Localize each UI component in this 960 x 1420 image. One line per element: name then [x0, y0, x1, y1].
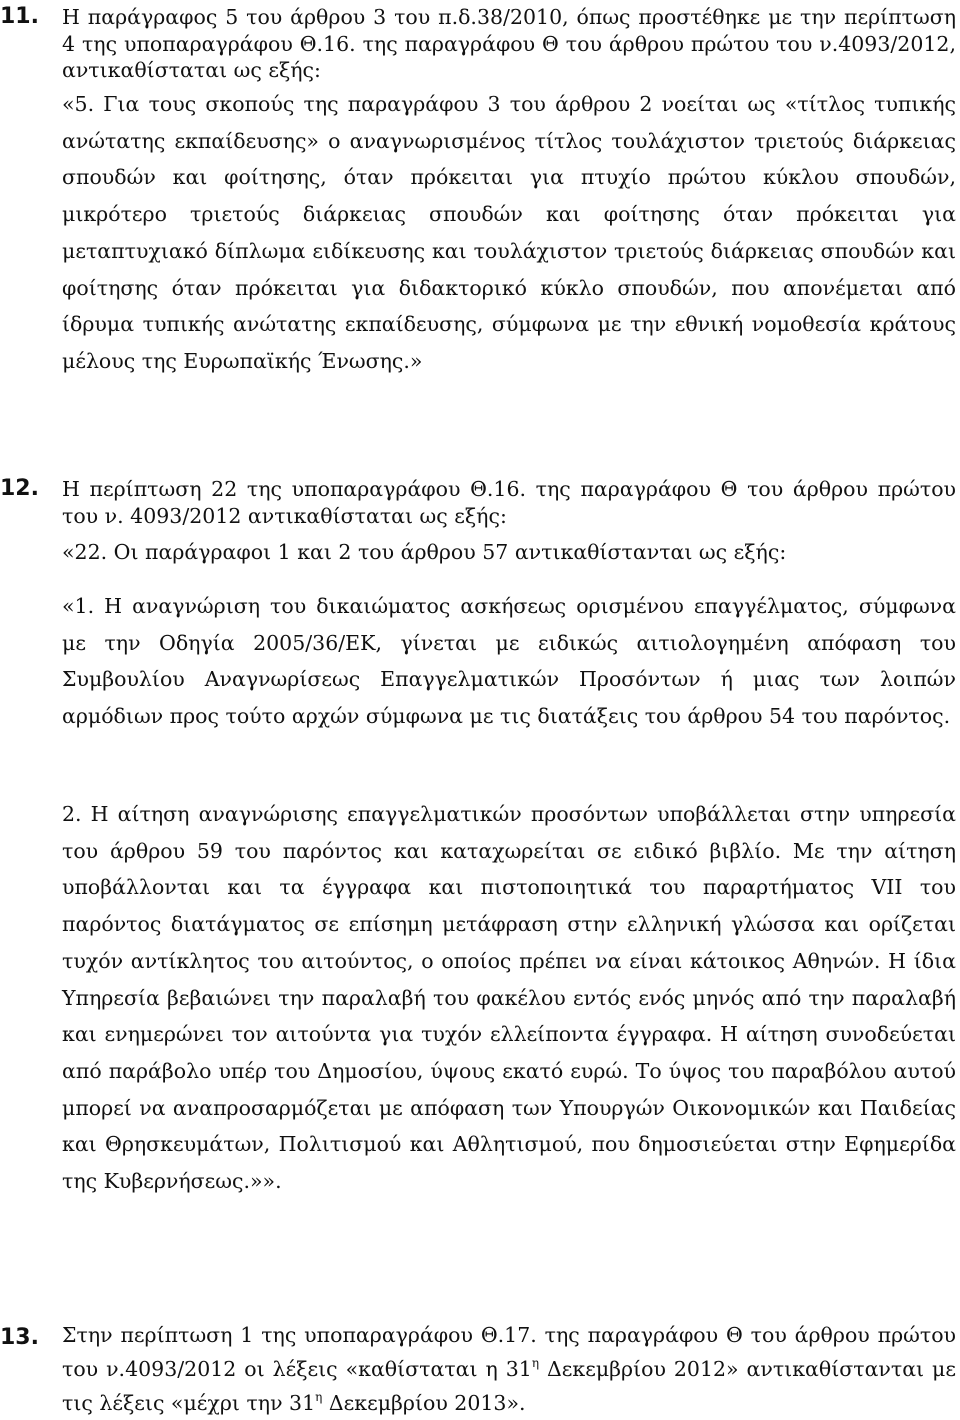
section-13-text — [62, 1318, 956, 1420]
section-number-13: 13. — [0, 1325, 39, 1350]
section-number-11: 11. — [0, 4, 39, 29]
section-13-sup-b: η — [315, 1390, 323, 1404]
section-12-paragraph-1: «1. Η αναγνώριση του δικαιώματος ασκήσεως ορισμένου επαγγέλματος, σύμφωνα με την Οδηγία 2005/36/ΕΚ, γίνεται με ειδικώς αιτιολογημένη απόφαση του Συμβουλίου Αναγνωρίσεως Επαγγελματικών Προσόντων ή μιας των λοιπών αρμόδιων προς τούτο αρχών σύμφωνα με τις διατάξεις του άρθρου 54 του παρόντος. — [62, 594, 956, 729]
section-13-sup-a: η — [531, 1356, 540, 1370]
section-12-quote-head: «22. Οι παράγραφοι 1 και 2 του άρθρου 57 αντικαθίστανται ως εξής: — [62, 540, 787, 564]
section-11-intro: Η παράγραφος 5 του άρθρου 3 του π.δ.38/2010, όπως προστέθηκε με την περίπτωση 4 της υποπαραγράφου Θ.16. της παραγράφου Θ του άρθρου πρώτου του ν.4093/2012, αντικαθίσταται ως εξής: — [62, 5, 956, 82]
section-number-12: 12. — [0, 476, 39, 501]
section-13-text-b: Δεκεμβρίου 2012» αντικαθίστανται με τις λέξεις «μέχρι την 31 — [62, 1357, 956, 1415]
section-11-quote: «5. Για τους σκοπούς της παραγράφου 3 του άρθρου 2 νοείται ως «τίτλος τυπικής ανώτατης εκπαίδευσης» ο αναγνωρισμένος τίτλος τουλάχιστον τριετούς διάρκειας σπουδών και φοίτησης, όταν πρόκειται για πτυχίο πρώτου κύκλου σπουδών, μικρότερο τριετούς διάρκειας σπουδών και φοίτησης όταν πρόκειται για μεταπτυχιακό δίπλωμα ειδίκευσης και τουλάχιστον τριετούς διάρκειας σπουδών και φοίτησης όταν πρόκειται για διδακτορικό κύκλο σπουδών, που απονέμεται από ίδρυμα τυπικής ανώτατης εκπαίδευσης, σύμφωνα με την εθνική νομοθεσία κράτους μέλους της Ευρωπαϊκής Ένωσης.» — [62, 92, 956, 373]
section-13-text-c: Δεκεμβρίου 2013». — [322, 1391, 526, 1415]
section-13-text-a: Στην περίπτωση 1 της υποπαραγράφου Θ.17. της παραγράφου Θ του άρθρου πρώτου του ν.4093/2012 οι λέξεις «καθίσταται η 31 — [62, 1323, 956, 1381]
section-12-paragraph-2: 2. Η αίτηση αναγνώρισης επαγγελματικών προσόντων υποβάλλεται στην υπηρεσία του άρθρου 59 του παρόντος και καταχωρείται σε ειδικό βιβλίο. Με την αίτηση υποβάλλονται και τα έγγραφα και πιστοποιητικά του παραρτήματος VII του παρόντος διατάγματος σε επίσημη μετάφραση στην ελληνική γλώσσα και ορίζεται τυχόν αντίκλητος του αιτούντος, ο οποίος πρέπει να είναι κάτοικος Αθηνών. Η ίδια Υπηρεσία βεβαιώνει την παραλαβή του φακέλου εντός ενός μηνός από την παραλαβή και ενημερώνει τον αιτούντα για τυχόν ελλείποντα έγγραφα. Η αίτηση συνοδεύεται από παράβολο υπέρ του Δημοσίου, ύψους εκατό ευρώ. Το ύψος του παραβόλου αυτού μπορεί να αναπροσαρμόζεται με απόφαση των Υπουργών Οικονομικών και Παιδείας και Θρησκευμάτων, Πολιτισμού και Αθλητισμού, που δημοσιεύεται στην Εφημερίδα της Κυβερνήσεως.»». — [62, 802, 956, 1194]
section-12-intro: Η περίπτωση 22 της υποπαραγράφου Θ.16. της παραγράφου Θ του άρθρου πρώτου του ν. 4093/2012 αντικαθίσταται ως εξής: — [62, 477, 956, 528]
